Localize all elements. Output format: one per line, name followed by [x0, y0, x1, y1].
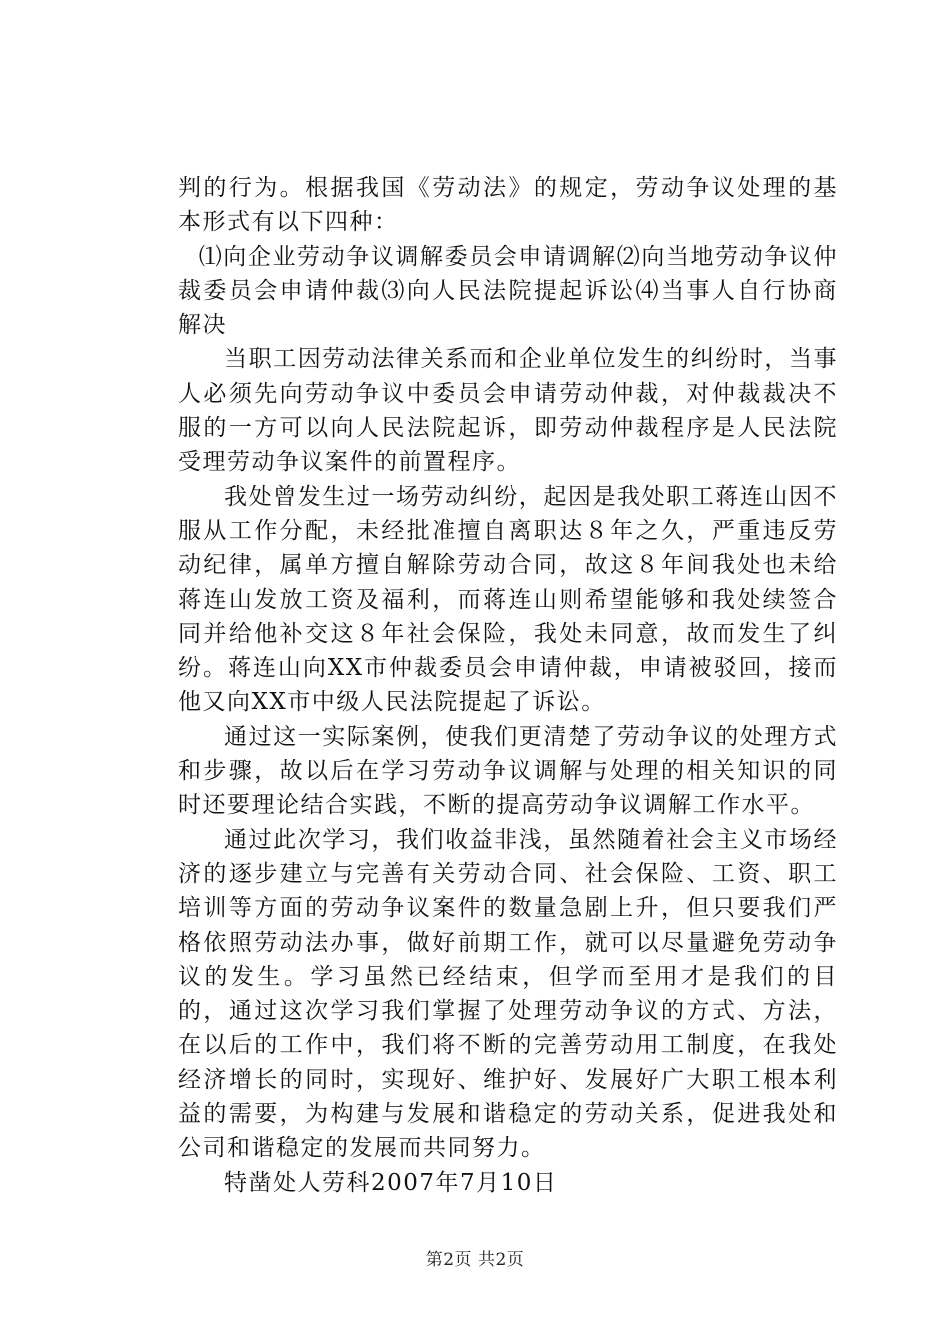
- paragraph-intro-continuation: 判的行为。根据我国《劳动法》的规定，劳动争议处理的基本形式有以下四种：: [178, 175, 838, 236]
- page-number-footer: 第2页 共2页: [425, 1250, 525, 1270]
- paragraph-case-lesson: 通过这一实际案例，使我们更清楚了劳动争议的处理方式和步骤，故以后在学习劳动争议调解与处理的相关知识的同时还要理论结合实践，不断的提高劳动争议调解工作水平。: [178, 723, 838, 819]
- document-body: [178, 171, 838, 1200]
- paragraph-arbitration-procedure: 当职工因劳动法律关系而和企业单位发生的纠纷时，当事人必须先向劳动争议中委员会申请劳动仲裁，对仲裁裁决不服的一方可以向人民法院起诉，即劳动仲裁程序是人民法院受理劳动争议案件的前置程序。: [178, 346, 838, 476]
- paragraph-case-description: 我处曾发生过一场劳动纠纷，起因是我处职工蒋连山因不服从工作分配，未经批准擅自离职达８年之久，严重违反劳动纪律，属单方擅自解除劳动合同，故这８年间我处也未给蒋连山发放工资及福利，而蒋连山则希望能够和我处续签合同并给他补交这８年社会保险，我处未同意，故而发生了纠纷。蒋连山向XX市仲裁委员会申请仲裁，申请被驳回，接而他又向XX市中级人民法院提起了诉讼。: [178, 483, 838, 716]
- paragraph-conclusion: 通过此次学习，我们收益非浅，虽然随着社会主义市场经济的逐步建立与完善有关劳动合同、社会保险、工资、职工培训等方面的劳动争议案件的数量急剧上升，但只要我们严格依照劳动法办事，做好前期工作，就可以尽量避免劳动争议的发生。学习虽然已经结束，但学而至用才是我们的目的，通过这次学习我们掌握了处理劳动争议的方式、方法，在以后的工作中，我们将不断的完善劳动用工制度，在我处经济增长的同时，实现好、维护好、发展好广大职工根本利益的需要，为构建与发展和谐稳定的劳动关系，促进我处和公司和谐稳定的发展而共同努力。: [178, 826, 838, 1162]
- signature-line: 特凿处人劳科2007年7月10日: [224, 1169, 558, 1196]
- paragraph-dispute-forms: ⑴向企业劳动争议调解委员会申请调解⑵向当地劳动争议仲裁委员会申请仲裁⑶向人民法院提起诉讼⑷当事人自行协商解决: [178, 243, 838, 339]
